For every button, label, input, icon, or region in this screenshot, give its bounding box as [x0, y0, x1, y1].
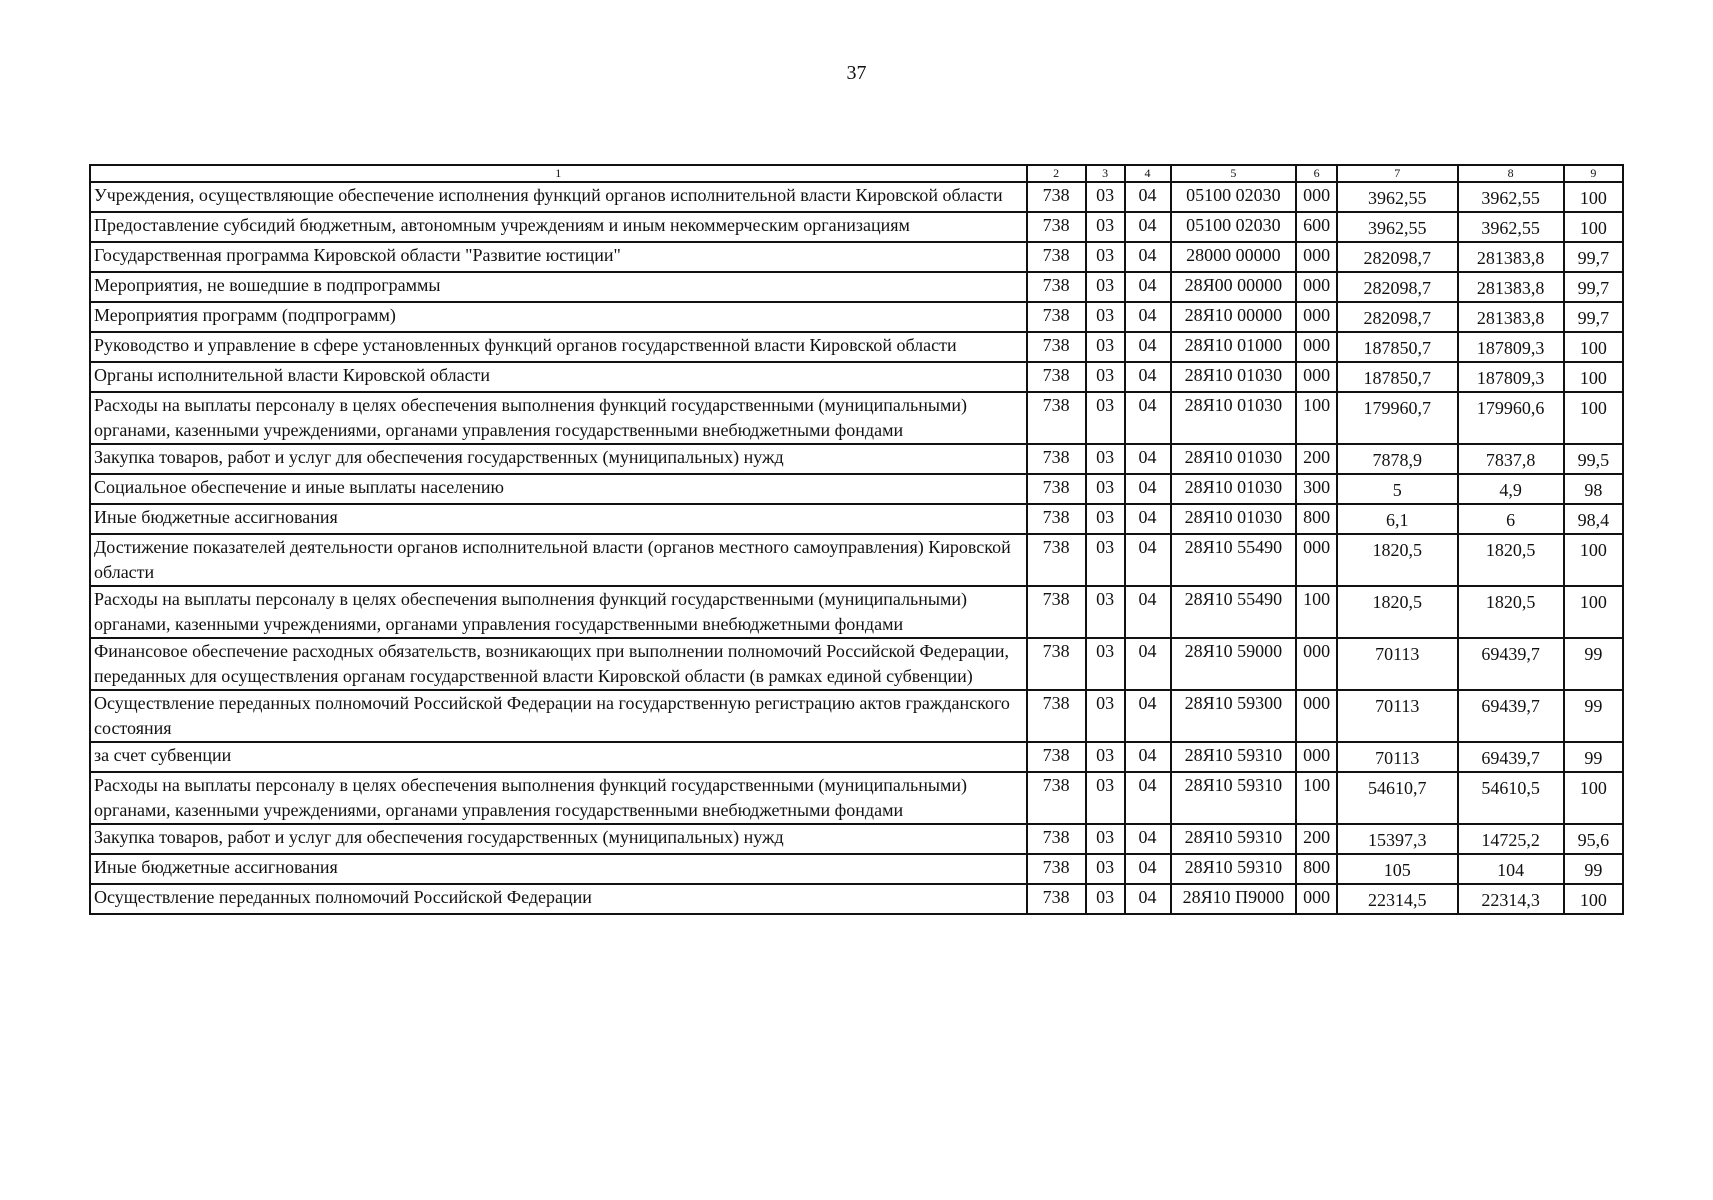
cell-item-name: Закупка товаров, работ и услуг для обеспечения государственных (муниципальных) нужд [90, 444, 1027, 474]
cell-amount-planned: 5 [1337, 474, 1458, 504]
cell-amount-planned: 187850,7 [1337, 332, 1458, 362]
cell-amount-executed: 1820,5 [1458, 534, 1564, 586]
cell-amount-executed: 54610,5 [1458, 772, 1564, 824]
cell-code-expense-type: 000 [1296, 272, 1337, 302]
cell-code-target: 28000 00000 [1171, 242, 1297, 272]
cell-code-target: 28Я10 55490 [1171, 586, 1297, 638]
cell-item-name: Учреждения, осуществляющие обеспечение исполнения функций органов исполнительной власти Кировской области [90, 182, 1027, 212]
cell-percent-executed: 98,4 [1564, 504, 1623, 534]
cell-code-section: 03 [1086, 534, 1125, 586]
cell-code-subsection: 04 [1125, 884, 1171, 914]
cell-amount-executed: 104 [1458, 854, 1564, 884]
cell-code-section: 03 [1086, 824, 1125, 854]
cell-item-name: Расходы на выплаты персоналу в целях обеспечения выполнения функций государственными (муниципальными) органами, казенными учреждениями, органами управления государственными внебюджетными фондами [90, 586, 1027, 638]
cell-code-expense-type: 200 [1296, 444, 1337, 474]
cell-code-ministry: 738 [1027, 824, 1086, 854]
cell-code-ministry: 738 [1027, 302, 1086, 332]
cell-amount-planned: 282098,7 [1337, 272, 1458, 302]
cell-code-section: 03 [1086, 332, 1125, 362]
cell-code-section: 03 [1086, 474, 1125, 504]
cell-code-expense-type: 000 [1296, 884, 1337, 914]
cell-code-subsection: 04 [1125, 854, 1171, 884]
table-row [90, 272, 1623, 302]
cell-percent-executed: 99 [1564, 742, 1623, 772]
cell-code-subsection: 04 [1125, 824, 1171, 854]
cell-percent-executed: 100 [1564, 332, 1623, 362]
cell-amount-executed: 3962,55 [1458, 212, 1564, 242]
cell-percent-executed: 99,7 [1564, 272, 1623, 302]
table-row [90, 690, 1623, 742]
cell-amount-executed: 179960,6 [1458, 392, 1564, 444]
cell-code-target: 05100 02030 [1171, 182, 1297, 212]
cell-percent-executed: 99 [1564, 690, 1623, 742]
cell-code-expense-type: 000 [1296, 182, 1337, 212]
cell-code-ministry: 738 [1027, 212, 1086, 242]
cell-code-subsection: 04 [1125, 242, 1171, 272]
cell-percent-executed: 100 [1564, 772, 1623, 824]
cell-code-section: 03 [1086, 504, 1125, 534]
cell-percent-executed: 100 [1564, 362, 1623, 392]
cell-amount-executed: 14725,2 [1458, 824, 1564, 854]
cell-code-subsection: 04 [1125, 392, 1171, 444]
cell-code-subsection: 04 [1125, 302, 1171, 332]
cell-code-ministry: 738 [1027, 272, 1086, 302]
cell-code-subsection: 04 [1125, 690, 1171, 742]
cell-item-name: Расходы на выплаты персоналу в целях обеспечения выполнения функций государственными (муниципальными) органами, казенными учреждениями, органами управления государственными внебюджетными фондами [90, 392, 1027, 444]
cell-item-name: Мероприятия, не вошедшие в подпрограммы [90, 272, 1027, 302]
cell-code-subsection: 04 [1125, 474, 1171, 504]
cell-code-target: 28Я10 01000 [1171, 332, 1297, 362]
cell-code-expense-type: 000 [1296, 742, 1337, 772]
cell-code-target: 28Я10 01030 [1171, 444, 1297, 474]
cell-amount-planned: 15397,3 [1337, 824, 1458, 854]
cell-code-target: 05100 02030 [1171, 212, 1297, 242]
cell-code-subsection: 04 [1125, 504, 1171, 534]
page-number: 37 [846, 62, 867, 84]
cell-item-name: Иные бюджетные ассигнования [90, 854, 1027, 884]
cell-amount-executed: 69439,7 [1458, 638, 1564, 690]
cell-code-expense-type: 000 [1296, 332, 1337, 362]
cell-amount-planned: 70113 [1337, 690, 1458, 742]
cell-code-expense-type: 800 [1296, 854, 1337, 884]
table-row [90, 362, 1623, 392]
table-row [90, 854, 1623, 884]
cell-code-ministry: 738 [1027, 884, 1086, 914]
cell-code-expense-type: 000 [1296, 638, 1337, 690]
cell-code-ministry: 738 [1027, 742, 1086, 772]
cell-amount-executed: 69439,7 [1458, 742, 1564, 772]
cell-code-ministry: 738 [1027, 772, 1086, 824]
cell-item-name: Иные бюджетные ассигнования [90, 504, 1027, 534]
cell-amount-executed: 187809,3 [1458, 362, 1564, 392]
cell-percent-executed: 99 [1564, 638, 1623, 690]
cell-code-expense-type: 600 [1296, 212, 1337, 242]
cell-code-expense-type: 000 [1296, 534, 1337, 586]
cell-code-target: 28Я10 59310 [1171, 742, 1297, 772]
header-cell-1: 1 [90, 165, 1027, 182]
cell-code-section: 03 [1086, 392, 1125, 444]
cell-item-name: Руководство и управление в сфере установленных функций органов государственной власти Кировской области [90, 332, 1027, 362]
cell-code-ministry: 738 [1027, 182, 1086, 212]
cell-code-section: 03 [1086, 690, 1125, 742]
cell-item-name: Достижение показателей деятельности органов исполнительной власти (органов местного самоуправления) Кировской области [90, 534, 1027, 586]
cell-code-expense-type: 100 [1296, 392, 1337, 444]
cell-amount-planned: 1820,5 [1337, 534, 1458, 586]
budget-table [89, 164, 1624, 915]
cell-code-section: 03 [1086, 742, 1125, 772]
cell-code-subsection: 04 [1125, 212, 1171, 242]
table-row [90, 242, 1623, 272]
cell-item-name: Осуществление переданных полномочий Российской Федерации на государственную регистрацию актов гражданского состояния [90, 690, 1027, 742]
cell-amount-planned: 1820,5 [1337, 586, 1458, 638]
cell-amount-executed: 4,9 [1458, 474, 1564, 504]
cell-code-section: 03 [1086, 272, 1125, 302]
cell-amount-planned: 179960,7 [1337, 392, 1458, 444]
cell-item-name: Финансовое обеспечение расходных обязательств, возникающих при выполнении полномочий Российской Федерации, переданных для осуществления органам государственной власти Кировской области (в рамках единой субвенции) [90, 638, 1027, 690]
cell-code-section: 03 [1086, 242, 1125, 272]
cell-percent-executed: 100 [1564, 884, 1623, 914]
cell-code-expense-type: 300 [1296, 474, 1337, 504]
cell-item-name: Органы исполнительной власти Кировской области [90, 362, 1027, 392]
cell-item-name: Мероприятия программ (подпрограмм) [90, 302, 1027, 332]
cell-percent-executed: 99,7 [1564, 242, 1623, 272]
header-cell-5: 5 [1171, 165, 1297, 182]
cell-code-target: 28Я10 59310 [1171, 854, 1297, 884]
cell-amount-planned: 282098,7 [1337, 242, 1458, 272]
cell-code-ministry: 738 [1027, 242, 1086, 272]
cell-code-expense-type: 000 [1296, 242, 1337, 272]
budget-table-wrapper [89, 164, 1624, 915]
cell-percent-executed: 100 [1564, 586, 1623, 638]
cell-amount-executed: 22314,3 [1458, 884, 1564, 914]
cell-amount-planned: 70113 [1337, 638, 1458, 690]
cell-percent-executed: 99 [1564, 854, 1623, 884]
header-cell-9: 9 [1564, 165, 1623, 182]
cell-amount-executed: 187809,3 [1458, 332, 1564, 362]
cell-code-section: 03 [1086, 884, 1125, 914]
cell-item-name: Закупка товаров, работ и услуг для обеспечения государственных (муниципальных) нужд [90, 824, 1027, 854]
cell-amount-executed: 281383,8 [1458, 302, 1564, 332]
cell-item-name: Социальное обеспечение и иные выплаты населению [90, 474, 1027, 504]
cell-amount-planned: 282098,7 [1337, 302, 1458, 332]
cell-code-section: 03 [1086, 302, 1125, 332]
cell-code-expense-type: 000 [1296, 302, 1337, 332]
header-cell-8: 8 [1458, 165, 1564, 182]
table-row [90, 392, 1623, 444]
header-cell-6: 6 [1296, 165, 1337, 182]
cell-amount-executed: 6 [1458, 504, 1564, 534]
table-row [90, 534, 1623, 586]
cell-code-ministry: 738 [1027, 854, 1086, 884]
cell-code-target: 28Я10 01030 [1171, 504, 1297, 534]
cell-amount-planned: 6,1 [1337, 504, 1458, 534]
header-row [90, 165, 1623, 182]
cell-code-ministry: 738 [1027, 332, 1086, 362]
cell-code-section: 03 [1086, 212, 1125, 242]
cell-amount-planned: 70113 [1337, 742, 1458, 772]
cell-amount-planned: 22314,5 [1337, 884, 1458, 914]
cell-code-target: 28Я10 59310 [1171, 824, 1297, 854]
cell-code-subsection: 04 [1125, 772, 1171, 824]
cell-percent-executed: 100 [1564, 212, 1623, 242]
cell-percent-executed: 95,6 [1564, 824, 1623, 854]
table-row [90, 742, 1623, 772]
cell-amount-planned: 7878,9 [1337, 444, 1458, 474]
cell-amount-executed: 69439,7 [1458, 690, 1564, 742]
cell-code-section: 03 [1086, 772, 1125, 824]
header-cell-7: 7 [1337, 165, 1458, 182]
cell-item-name: Предоставление субсидий бюджетным, автономным учреждениям и иным некоммерческим организациям [90, 212, 1027, 242]
cell-code-section: 03 [1086, 362, 1125, 392]
cell-code-ministry: 738 [1027, 586, 1086, 638]
cell-percent-executed: 98 [1564, 474, 1623, 504]
header-cell-4: 4 [1125, 165, 1171, 182]
cell-amount-executed: 281383,8 [1458, 242, 1564, 272]
cell-code-ministry: 738 [1027, 392, 1086, 444]
cell-percent-executed: 99,5 [1564, 444, 1623, 474]
table-row [90, 332, 1623, 362]
table-row [90, 884, 1623, 914]
cell-code-ministry: 738 [1027, 638, 1086, 690]
cell-code-target: 28Я00 00000 [1171, 272, 1297, 302]
cell-percent-executed: 99,7 [1564, 302, 1623, 332]
table-row [90, 474, 1623, 504]
table-row [90, 182, 1623, 212]
cell-amount-executed: 7837,8 [1458, 444, 1564, 474]
cell-code-expense-type: 800 [1296, 504, 1337, 534]
header-cell-2: 2 [1027, 165, 1086, 182]
cell-code-expense-type: 000 [1296, 690, 1337, 742]
table-row [90, 302, 1623, 332]
cell-code-ministry: 738 [1027, 690, 1086, 742]
cell-item-name: Государственная программа Кировской области "Развитие юстиции" [90, 242, 1027, 272]
cell-code-subsection: 04 [1125, 332, 1171, 362]
table-row [90, 586, 1623, 638]
cell-code-section: 03 [1086, 182, 1125, 212]
cell-code-subsection: 04 [1125, 182, 1171, 212]
cell-code-ministry: 738 [1027, 362, 1086, 392]
cell-amount-executed: 1820,5 [1458, 586, 1564, 638]
cell-code-section: 03 [1086, 586, 1125, 638]
cell-code-subsection: 04 [1125, 272, 1171, 302]
cell-amount-executed: 281383,8 [1458, 272, 1564, 302]
cell-code-expense-type: 100 [1296, 586, 1337, 638]
table-row [90, 824, 1623, 854]
table-row [90, 772, 1623, 824]
cell-code-expense-type: 000 [1296, 362, 1337, 392]
table-body [90, 182, 1623, 914]
cell-percent-executed: 100 [1564, 392, 1623, 444]
cell-item-name: за счет субвенции [90, 742, 1027, 772]
cell-code-subsection: 04 [1125, 742, 1171, 772]
cell-item-name: Расходы на выплаты персоналу в целях обеспечения выполнения функций государственными (муниципальными) органами, казенными учреждениями, органами управления государственными внебюджетными фондами [90, 772, 1027, 824]
table-row [90, 212, 1623, 242]
cell-code-section: 03 [1086, 854, 1125, 884]
cell-amount-planned: 3962,55 [1337, 212, 1458, 242]
cell-code-target: 28Я10 59310 [1171, 772, 1297, 824]
cell-percent-executed: 100 [1564, 534, 1623, 586]
table-row [90, 504, 1623, 534]
cell-code-expense-type: 200 [1296, 824, 1337, 854]
cell-code-ministry: 738 [1027, 474, 1086, 504]
header-cell-3: 3 [1086, 165, 1125, 182]
cell-code-target: 28Я10 59300 [1171, 690, 1297, 742]
cell-code-ministry: 738 [1027, 504, 1086, 534]
table-row [90, 638, 1623, 690]
cell-amount-planned: 3962,55 [1337, 182, 1458, 212]
cell-code-target: 28Я10 55490 [1171, 534, 1297, 586]
cell-code-section: 03 [1086, 638, 1125, 690]
cell-amount-executed: 3962,55 [1458, 182, 1564, 212]
table-row [90, 444, 1623, 474]
cell-code-target: 28Я10 П9000 [1171, 884, 1297, 914]
cell-code-subsection: 04 [1125, 534, 1171, 586]
cell-code-ministry: 738 [1027, 444, 1086, 474]
cell-code-subsection: 04 [1125, 362, 1171, 392]
cell-code-target: 28Я10 59000 [1171, 638, 1297, 690]
cell-amount-planned: 105 [1337, 854, 1458, 884]
cell-code-expense-type: 100 [1296, 772, 1337, 824]
cell-code-target: 28Я10 00000 [1171, 302, 1297, 332]
cell-amount-planned: 187850,7 [1337, 362, 1458, 392]
cell-code-target: 28Я10 01030 [1171, 474, 1297, 504]
cell-code-subsection: 04 [1125, 444, 1171, 474]
cell-code-subsection: 04 [1125, 586, 1171, 638]
cell-amount-planned: 54610,7 [1337, 772, 1458, 824]
cell-code-ministry: 738 [1027, 534, 1086, 586]
cell-item-name: Осуществление переданных полномочий Российской Федерации [90, 884, 1027, 914]
cell-code-section: 03 [1086, 444, 1125, 474]
cell-code-target: 28Я10 01030 [1171, 392, 1297, 444]
cell-percent-executed: 100 [1564, 182, 1623, 212]
cell-code-subsection: 04 [1125, 638, 1171, 690]
cell-code-target: 28Я10 01030 [1171, 362, 1297, 392]
